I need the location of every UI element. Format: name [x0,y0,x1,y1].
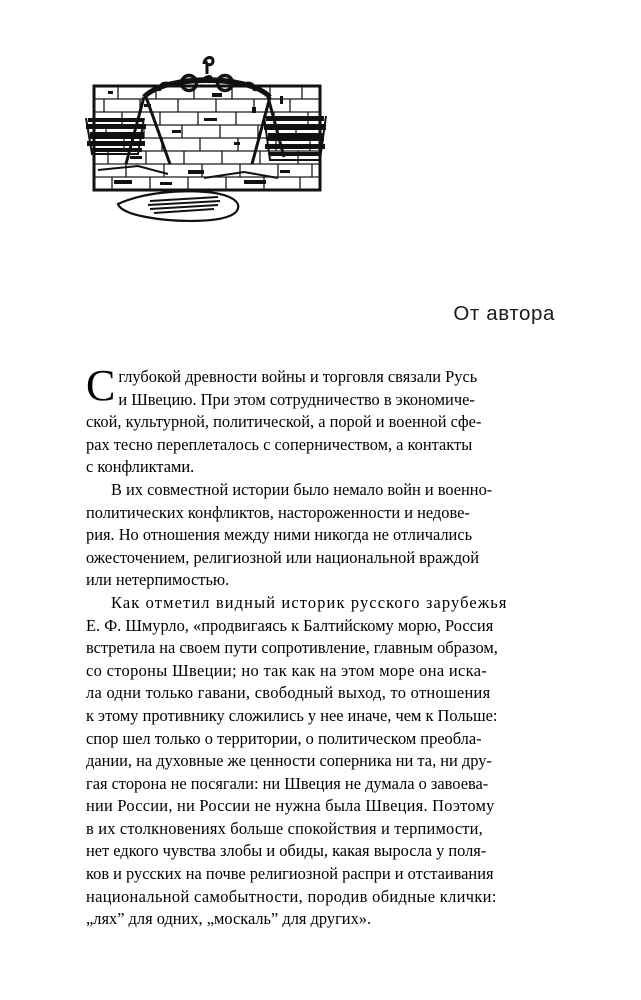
text-line: ской, культурной, политической, а порой и военной сфе- [86,412,482,432]
text-line: рах тесно переплеталось с соперничеством, а контакты [86,434,473,454]
text-line: нии России, ни России не нужна была Швеция. Поэтому [86,796,495,816]
text-line: и Швецию. При этом сотрудничество в экономиче- [118,389,475,409]
text-line: с конфликтами. [86,457,195,477]
text-line: со стороны Швеции; но так как на этом море она иска- [86,660,488,680]
paragraph-3 [86,592,556,931]
body-text [86,366,556,931]
text-line: политических конфликтов, настороженности и недове- [86,502,470,522]
text-line: или нетерпимостью. [86,570,230,590]
text-line: „лях” для одних, „москаль” для других». [86,909,372,929]
text-line: нет едкого чувства злобы и обиды, какая выросла у поля- [86,841,487,861]
chapter-header-illustration [84,52,330,224]
text-line: Е. Ф. Шмурло, «продвигаясь к Балтийскому морю, Россия [86,615,494,635]
text-line: глубокой древности войны и торговля связали Русь [118,367,478,386]
paragraph-2 [86,479,556,592]
text-line: Как отметил видный историк русского зарубежья [111,592,508,612]
paragraph-1 [86,366,556,479]
text-line: национальной самобытности, породив обидные клички: [86,886,497,906]
drop-cap: С [86,366,116,410]
text-line: В их совместной истории было немало войн и военно- [111,479,493,499]
text-line: спор шел только о территории, о политическом преобла- [86,728,482,748]
text-line: в их столкновениях больше спокойствия и терпимости, [86,818,483,838]
text-line: ков и русских на почве религиозной распри и отстаивания [86,864,494,884]
text-line: рия. Но отношения между ними никогда не отличались [86,525,473,545]
page-title: От автора [453,302,555,325]
text-line: гая сторона не посягали: ни Швеция не думала о завоева- [86,773,489,793]
text-line: ла одни только гавани, свободный выход, то отношения [86,683,491,703]
text-line: встретила на своем пути сопротивление, главным образом, [86,638,498,658]
text-line: ожесточением, религиозной или национальной враждой [86,547,480,567]
text-line: к этому противнику сложились у нее иначе, чем к Польше: [86,705,498,725]
text-line: дании, на духовные же ценности соперника ни та, ни дру- [86,751,492,771]
